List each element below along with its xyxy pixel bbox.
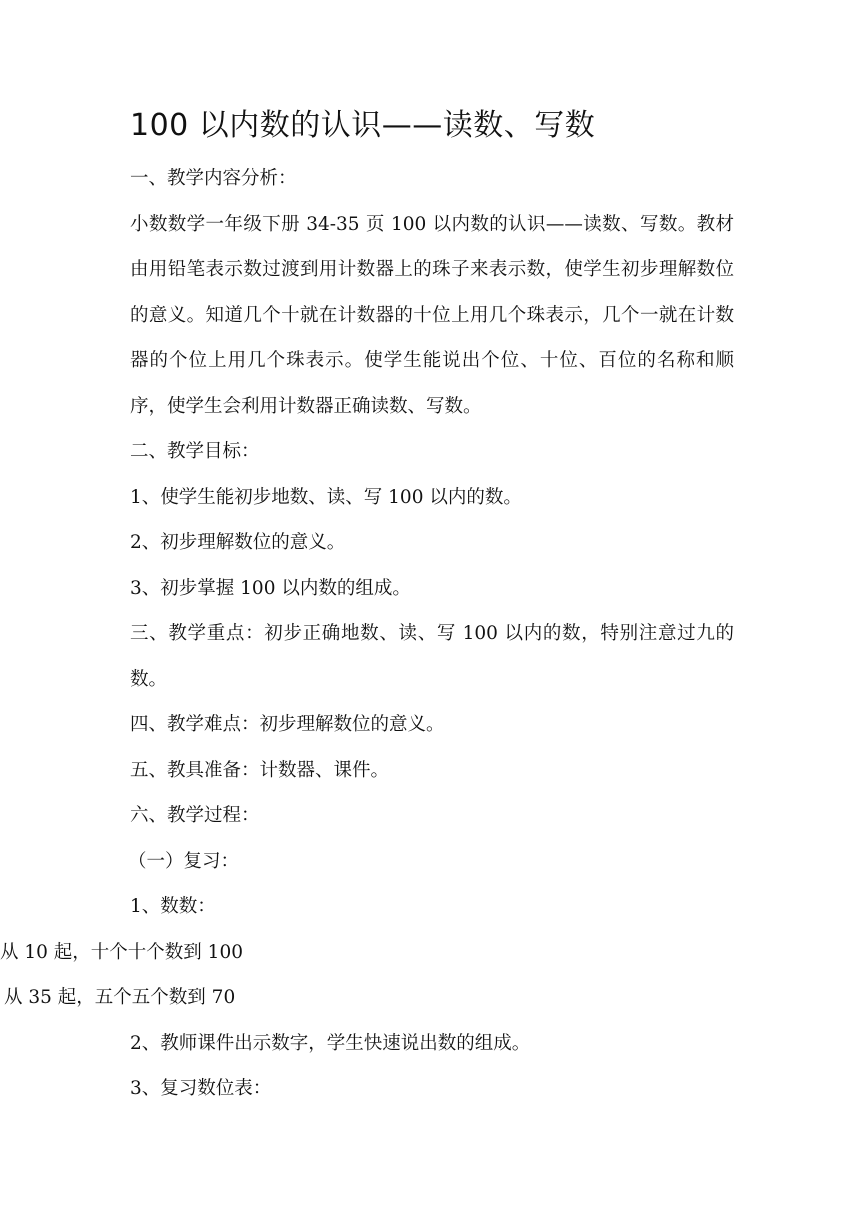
section-teaching-difficulty: 四、教学难点：初步理解数位的意义。 bbox=[130, 714, 445, 735]
count-by-fives-line: 从 35 起，五个五个数到 70 bbox=[4, 987, 236, 1008]
sub-heading-review: （一）复习： bbox=[128, 850, 240, 872]
review-item-1: 1、数数： bbox=[130, 896, 216, 917]
review-item-2: 2、教师课件出示数字，学生快速说出数的组成。 bbox=[130, 1032, 531, 1054]
content-analysis-paragraph: 小数数学一年级下册 34-35 页 100 以内数的认识——读数、写数。教材由用铅笔表示数过渡到用计数器上的珠子来表示数，使学生初步理解数位的意义。知道几个十就在计数器的十位上用几个珠表示，几个一就在计数器的个位上用几个珠表示。使学生能说出个位、十位、百位的名称和顺序，使学生会利用计数器正确读数、写数。 bbox=[130, 213, 734, 417]
section-teaching-aids: 五、教具准备：计数器、课件。 bbox=[130, 759, 390, 781]
review-item-3: 3、复习数位表： bbox=[130, 1078, 272, 1099]
section-heading-teaching-process: 六、教学过程： bbox=[130, 805, 260, 826]
section-teaching-focus: 三、教学重点：初步正确地数、读、写 100 以内的数，特别注意过九的数。 bbox=[130, 623, 734, 690]
document-title: 100 以内数的认识——读数、写数 bbox=[130, 108, 596, 143]
goal-item-2: 2、初步理解数位的意义。 bbox=[130, 532, 346, 553]
goal-item-1: 1、使学生能初步地数、读、写 100 以内的数。 bbox=[130, 486, 522, 508]
count-by-tens-line: 从 10 起，十个十个数到 100 bbox=[0, 941, 243, 963]
document-page bbox=[0, 104, 734, 1112]
section-heading-content-analysis: 一、教学内容分析： bbox=[130, 168, 297, 189]
section-heading-teaching-goals: 二、教学目标： bbox=[130, 441, 260, 462]
goal-item-3: 3、初步掌握 100 以内数的组成。 bbox=[130, 577, 411, 599]
